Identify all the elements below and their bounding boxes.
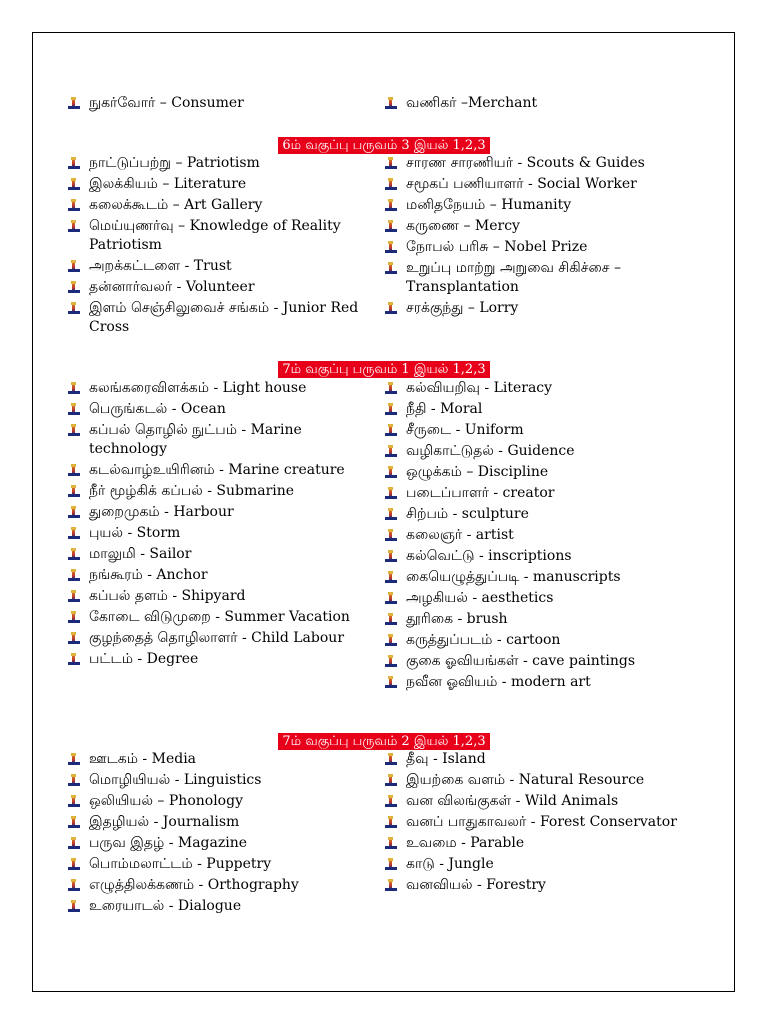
item-text: கையெழுத்துப்படி - manuscripts — [406, 569, 621, 585]
list-item — [66, 545, 366, 564]
list-item — [383, 589, 683, 608]
list-item — [383, 652, 683, 671]
list-item — [66, 587, 366, 606]
pushpin-icon — [385, 655, 397, 668]
pushpin-icon — [68, 464, 80, 477]
pushpin-icon — [68, 590, 80, 603]
list-item — [383, 792, 683, 811]
item-text: வணிகர் –Merchant — [406, 95, 538, 111]
list-item — [66, 421, 366, 459]
item-text: மாலுமி - Sailor — [89, 546, 192, 562]
item-text: கலங்கரைவிளக்கம் - Light house — [89, 380, 307, 396]
pushpin-icon — [68, 611, 80, 624]
pushpin-icon — [385, 613, 397, 626]
item-text: வழிகாட்டுதல் - Guidence — [406, 443, 575, 459]
pushpin-icon — [385, 676, 397, 689]
pushpin-icon — [385, 795, 397, 808]
item-text: கப்பல் தளம் - Shipyard — [89, 588, 246, 604]
item-text: ஊடகம் - Media — [89, 751, 197, 767]
pushpin-icon — [385, 424, 397, 437]
pushpin-icon — [385, 879, 397, 892]
pushpin-icon — [385, 241, 397, 254]
pushpin-icon — [385, 382, 397, 395]
list-item — [66, 94, 366, 113]
item-text: பருவ இதழ் - Magazine — [89, 835, 248, 851]
list-item — [383, 505, 683, 524]
pushpin-icon — [385, 403, 397, 416]
item-text: நவீன ஓவியம் - modern art — [406, 674, 591, 690]
pushpin-icon — [385, 816, 397, 829]
item-text: சிற்பம் - sculpture — [406, 506, 529, 522]
section-title-1: 6ம் வகுப்பு பருவம் 3 இயல் 1,2,3 — [0, 134, 768, 155]
item-text: சமூகப் பணியாளர் - Social Worker — [406, 176, 637, 192]
list-item — [383, 379, 683, 398]
section-2-left-column — [66, 379, 366, 671]
list-item — [66, 196, 366, 215]
item-text: நோபல் பரிசு – Nobel Prize — [406, 239, 588, 255]
item-text: உறுப்பு மாற்று அறுவை சிகிச்சை – Transplantation — [406, 260, 621, 295]
list-item — [383, 631, 683, 650]
list-item — [383, 94, 683, 113]
list-item — [66, 217, 366, 255]
item-text: புயல் - Storm — [89, 525, 181, 541]
list-item — [66, 813, 366, 832]
pushpin-icon — [385, 592, 397, 605]
list-item — [66, 154, 366, 173]
item-text: அழகியல் - aesthetics — [406, 590, 554, 606]
item-text: சீருடை - Uniform — [406, 422, 524, 438]
item-text: குழந்தைத் தொழிலாளர் - Child Labour — [89, 630, 345, 646]
list-item — [66, 650, 366, 669]
item-text: ஒழுக்கம் – Discipline — [406, 464, 549, 480]
list-item — [66, 834, 366, 853]
item-text: இளம் செஞ்சிலுவைச் சங்கம் - Junior Red Cross — [89, 300, 359, 335]
pushpin-icon — [68, 260, 80, 273]
list-item — [66, 566, 366, 585]
item-text: படைப்பாளர் - creator — [406, 485, 555, 501]
list-item — [383, 526, 683, 545]
list-item — [383, 484, 683, 503]
pushpin-icon — [385, 157, 397, 170]
item-text: சரக்குந்து – Lorry — [406, 300, 519, 316]
list-item — [383, 259, 683, 297]
list-item — [66, 629, 366, 648]
pushpin-icon — [385, 550, 397, 563]
pushpin-icon — [385, 634, 397, 647]
item-text: பட்டம் - Degree — [89, 651, 199, 667]
item-text: வன விலங்குகள் - Wild Animals — [406, 793, 619, 809]
item-text: பெருங்கடல் - Ocean — [89, 401, 226, 417]
list-item — [383, 421, 683, 440]
item-text: அறக்கட்டளை - Trust — [89, 258, 232, 274]
list-item — [66, 482, 366, 501]
item-text: கலைக்கூடம் – Art Gallery — [89, 197, 263, 213]
section-1-left-column — [66, 154, 366, 339]
pushpin-icon — [385, 753, 397, 766]
list-item — [383, 238, 683, 257]
list-item — [66, 855, 366, 874]
pushpin-icon — [385, 199, 397, 212]
item-text: மனிதநேயம் – Humanity — [406, 197, 572, 213]
list-item — [383, 673, 683, 692]
pushpin-icon — [385, 302, 397, 315]
top-left-column — [66, 94, 366, 115]
item-text: கடல்வாழ்உயிரினம் - Marine creature — [89, 462, 345, 478]
pushpin-icon — [385, 571, 397, 584]
pushpin-icon — [68, 199, 80, 212]
pushpin-icon — [68, 816, 80, 829]
item-text: வனப் பாதுகாவலர் - Forest Conservator — [406, 814, 677, 830]
pushpin-icon — [68, 774, 80, 787]
item-text: மொழியியல் - Linguistics — [89, 772, 262, 788]
pushpin-icon — [385, 97, 397, 110]
list-item — [383, 771, 683, 790]
list-item — [383, 217, 683, 236]
list-item — [66, 400, 366, 419]
section-title-3: 7ம் வகுப்பு பருவம் 2 இயல் 1,2,3 — [0, 730, 768, 751]
section-2-right-column — [383, 379, 683, 694]
pushpin-icon — [68, 653, 80, 666]
item-text: கப்பல் தொழில் நுட்பம் - Marine technology — [89, 422, 302, 457]
list-item — [66, 876, 366, 895]
item-text: கருணை – Mercy — [406, 218, 520, 234]
pushpin-icon — [68, 548, 80, 561]
pushpin-icon — [68, 302, 80, 315]
item-text: நீதி - Moral — [406, 401, 483, 417]
list-item — [383, 876, 683, 895]
pushpin-icon — [385, 445, 397, 458]
list-item — [66, 503, 366, 522]
pushpin-icon — [68, 403, 80, 416]
pushpin-icon — [68, 837, 80, 850]
list-item — [383, 442, 683, 461]
list-item — [383, 834, 683, 853]
section-title-2: 7ம் வகுப்பு பருவம் 1 இயல் 1,2,3 — [0, 358, 768, 379]
pushpin-icon — [68, 97, 80, 110]
pushpin-icon — [68, 281, 80, 294]
pushpin-icon — [68, 858, 80, 871]
item-text: இதழியல் - Journalism — [89, 814, 240, 830]
pushpin-icon — [68, 220, 80, 233]
item-text: கருத்துப்படம் - cartoon — [406, 632, 561, 648]
pushpin-icon — [68, 527, 80, 540]
pushpin-icon — [385, 858, 397, 871]
item-text: கல்வெட்டு - inscriptions — [406, 548, 572, 564]
list-item — [66, 379, 366, 398]
pushpin-icon — [68, 569, 80, 582]
list-item — [66, 299, 366, 337]
list-item — [383, 299, 683, 318]
list-item — [66, 897, 366, 916]
section-3-left-column — [66, 750, 366, 918]
pushpin-icon — [385, 774, 397, 787]
pushpin-icon — [385, 508, 397, 521]
item-text: தூரிகை - brush — [406, 611, 508, 627]
list-item — [383, 568, 683, 587]
item-text: நாட்டுப்பற்று – Patriotism — [89, 155, 260, 171]
pushpin-icon — [385, 466, 397, 479]
section-3-right-column — [383, 750, 683, 897]
item-text: நங்கூரம் - Anchor — [89, 567, 208, 583]
top-right-column — [383, 94, 683, 115]
pushpin-icon — [385, 220, 397, 233]
pushpin-icon — [68, 879, 80, 892]
item-text: சாரண சாரணியர் - Scouts & Guides — [406, 155, 645, 171]
item-text: எழுத்திலக்கணம் - Orthography — [89, 877, 299, 893]
list-item — [66, 461, 366, 480]
item-text: குகை ஓவியங்கள் - cave paintings — [406, 653, 636, 669]
pushpin-icon — [68, 157, 80, 170]
item-text: இயற்கை வளம் - Natural Resource — [406, 772, 645, 788]
item-text: இலக்கியம் – Literature — [89, 176, 247, 192]
item-text: பொம்மலாட்டம் - Puppetry — [89, 856, 272, 872]
pushpin-icon — [68, 424, 80, 437]
list-item — [383, 855, 683, 874]
item-text: நுகர்வோர் – Consumer — [89, 95, 244, 111]
list-item — [383, 750, 683, 769]
pushpin-icon — [68, 485, 80, 498]
section-1-right-column — [383, 154, 683, 320]
list-item — [383, 175, 683, 194]
list-item — [383, 547, 683, 566]
pushpin-icon — [68, 506, 80, 519]
item-text: வனவியல் - Forestry — [406, 877, 546, 893]
item-text: உரையாடல் - Dialogue — [89, 898, 242, 914]
pushpin-icon — [68, 795, 80, 808]
list-item — [66, 278, 366, 297]
list-item — [66, 608, 366, 627]
item-text: காடு - Jungle — [406, 856, 494, 872]
item-text: தன்னார்வலர் - Volunteer — [89, 279, 255, 295]
list-item — [383, 813, 683, 832]
list-item — [66, 792, 366, 811]
pushpin-icon — [385, 837, 397, 850]
pushpin-icon — [385, 262, 397, 275]
pushpin-icon — [68, 382, 80, 395]
list-item — [66, 524, 366, 543]
item-text: கலைஞர் - artist — [406, 527, 514, 543]
item-text: ஒலியியல் – Phonology — [89, 793, 243, 809]
list-item — [66, 750, 366, 769]
item-text: கோடை விடுமுறை - Summer Vacation — [89, 609, 350, 625]
pushpin-icon — [68, 632, 80, 645]
pushpin-icon — [385, 529, 397, 542]
pushpin-icon — [68, 753, 80, 766]
list-item — [383, 610, 683, 629]
list-item — [383, 154, 683, 173]
item-text: உவமை - Parable — [406, 835, 525, 851]
list-item — [383, 463, 683, 482]
list-item — [383, 196, 683, 215]
item-text: மெய்யுணர்வு – Knowledge of Reality Patriotism — [89, 218, 341, 253]
list-item — [383, 400, 683, 419]
item-text: நீர் மூழ்கிக் கப்பல் - Submarine — [89, 483, 295, 499]
pushpin-icon — [385, 487, 397, 500]
list-item — [66, 175, 366, 194]
pushpin-icon — [385, 178, 397, 191]
item-text: கல்வியறிவு - Literacy — [406, 380, 553, 396]
pushpin-icon — [68, 178, 80, 191]
pushpin-icon — [68, 900, 80, 913]
list-item — [66, 257, 366, 276]
item-text: தீவு - Island — [406, 751, 486, 767]
item-text: துறைமுகம் - Harbour — [89, 504, 234, 520]
list-item — [66, 771, 366, 790]
